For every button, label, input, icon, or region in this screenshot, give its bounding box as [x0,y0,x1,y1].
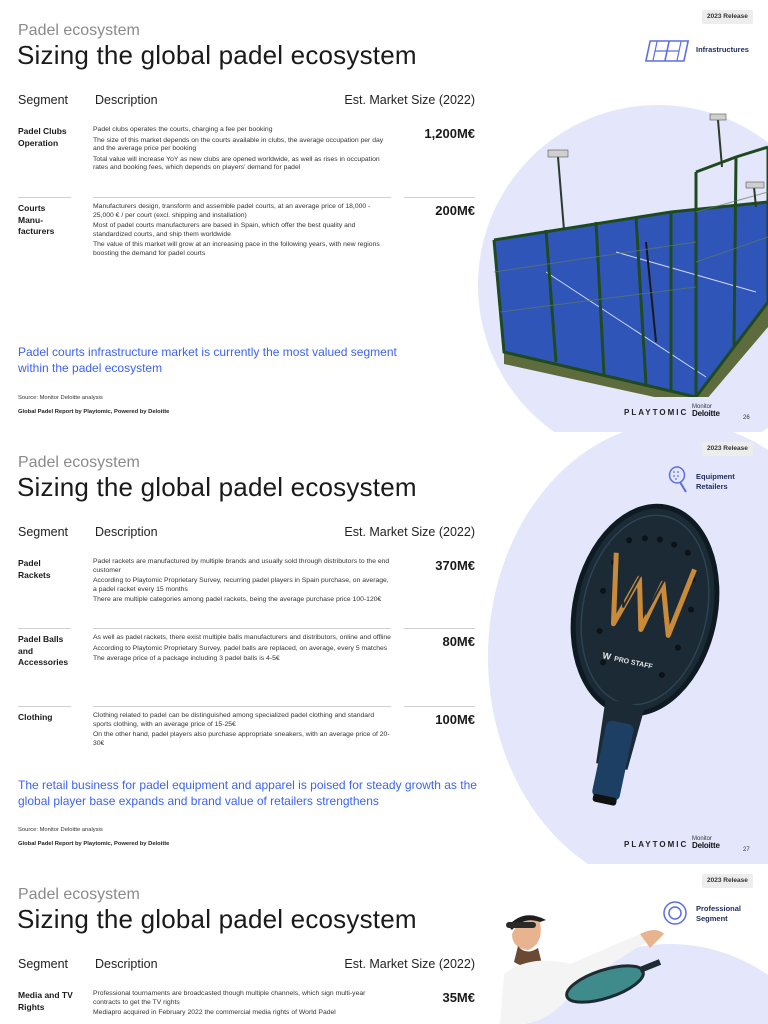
segment-name: Clothing [18,712,53,722]
segment-description [93,990,391,1020]
section-label: Padel ecosystem [18,22,140,39]
divider [404,628,475,629]
description-point: Most of padel courts manufacturers are based in Spain, which offer the best quality and standardized courts, and ship them worldwide [93,222,356,238]
category-label: Infrastructures [696,45,749,54]
description-point: According to Playtomic Proprietary Survey, recurring padel players in Spain purchase, on average, a padel racket every 15 months [93,577,389,593]
market-size-value: 80M€ [442,634,475,649]
divider [93,628,391,629]
section-label: Padel ecosystem [18,886,140,903]
description-point: Mediapro acquired in February 2022 the commercial media rights of World Padel [93,1009,336,1017]
divider [18,706,71,707]
description-point: The average price of a package including 3 padel balls is 4-5€ [93,655,280,663]
description-point: The value of this market will grow at an increasing pace in the following years, with new regions boosting the demand for padel courts [93,241,380,257]
page-title: Sizing the global padel ecosystem [17,904,417,934]
header-description: Description [95,93,158,107]
release-badge: 2023 Release [702,10,753,24]
racket-brand-mark: W [601,650,613,662]
monitor-text: Monitor [692,836,713,842]
header-description: Description [95,525,158,539]
source-note: Source: Monitor Deloitte analysis [18,827,103,833]
description-point: There are multiple categories among padel rackets, being the average purchase price 100-120€ [93,596,382,604]
segment-description [93,712,391,750]
header-segment: Segment [18,525,69,539]
segment-description [93,203,391,261]
page-title: Sizing the global padel ecosystem [17,40,417,70]
description-point: Total value will increase YoY as new clubs are opened worldwide, as well as rises in occupation rates and booking fees, which depends on players' demand for padel [93,155,380,172]
report-credit: Global Padel Report by Playtomic, Powered by Deloitte [18,409,170,415]
market-size-value: 200M€ [435,203,475,218]
divider [93,706,391,707]
divider [404,706,475,707]
deloitte-logo [692,404,720,417]
segment-name: Media and TV Rights [18,990,73,1012]
header-description: Description [95,957,158,971]
header-market-size: Est. Market Size (2022) [344,525,475,539]
slide-27 [0,432,768,864]
divider [18,628,71,629]
description-point: Clothing related to padel can be distinguished among specialized padel clothing and standard sports clothing, with an average price of 15-25€ [93,712,375,728]
category-label: Equipment Retailers [696,472,735,491]
key-takeaway: Padel courts infrastructure market is currently the most valued segment within the padel ecosystem [18,345,397,375]
section-label: Padel ecosystem [18,454,140,471]
segment-description [93,634,391,666]
playtomic-logo: PLAYTOMIC [624,408,689,417]
source-note: Source: Monitor Deloitte analysis [18,395,103,401]
divider [93,197,391,198]
description-point: The size of this market depends on the courts available in clubs, the average occupation per day and the average price per booking [93,136,384,153]
description-point: Padel clubs operates the courts, charging a fee per booking [93,126,273,133]
market-size-value: 1,200M€ [424,126,475,141]
page-number: 27 [743,847,750,853]
racket-model-text: PRO STAFF [613,655,654,671]
header-market-size: Est. Market Size (2022) [344,957,475,971]
header-segment: Segment [18,957,69,971]
header-segment: Segment [18,93,69,107]
court-icon [643,37,691,65]
description-point: Professional tournaments are broadcasted though multiple channels, which sign multi-year contracts to get the TV rights [93,990,366,1006]
segment-name: Padel Rackets [18,558,51,580]
slide-28 [0,864,768,1024]
market-size-value: 370M€ [435,558,475,573]
segment-description [93,126,391,175]
segment-name: Courts Manu- facturers [18,203,55,236]
description-point: According to Playtomic Proprietary Survey, padel balls are replaced, on average, every 5 matches [93,644,388,652]
segment-name: Padel Clubs Operation [18,126,67,148]
header-market-size: Est. Market Size (2022) [344,93,475,107]
key-takeaway: The retail business for padel equipment and apparel is poised for steady growth as the global player base expands and brand value of retailers strengthens [18,778,477,808]
page-number: 26 [743,415,750,421]
padel-court-illustration [486,112,768,397]
segment-name: Padel Balls and Accessories [18,634,69,667]
page-title: Sizing the global padel ecosystem [17,472,417,502]
divider [18,197,71,198]
deloitte-text: Deloitte [692,408,720,418]
release-badge: 2023 Release [702,442,753,456]
market-size-value: 35M€ [442,990,475,1005]
playtomic-logo: PLAYTOMIC [624,840,689,849]
category-label: Professional Segment [696,904,742,923]
racket-icon [668,466,690,494]
market-size-value: 100M€ [435,712,475,727]
release-badge: 2023 Release [702,874,753,888]
description-point: On the other hand, padel players also purchase appropriate sneakers, with an average price of 20-30€ [93,731,390,747]
padel-racket-illustration [555,500,735,820]
report-credit: Global Padel Report by Playtomic, Powered by Deloitte [18,841,170,847]
slide-26 [0,0,768,432]
description-point: Manufacturers design, transform and assemble padel courts, at an average price of 18,000 - 25,000 € / per court (excl. shipping and installation) [93,203,371,219]
player-photo [490,904,690,1024]
divider [404,197,475,198]
monitor-text: Monitor [692,404,713,410]
description-point: As well as padel rackets, there exist multiple balls manufacturers and distributors, online and offline [93,634,391,641]
segment-description [93,558,391,607]
deloitte-logo [692,836,720,849]
deloitte-text: Deloitte [692,840,720,850]
description-point: Padel rackets are manufactured by multiple brands and usually sold through distributors to the end customer [93,558,390,574]
